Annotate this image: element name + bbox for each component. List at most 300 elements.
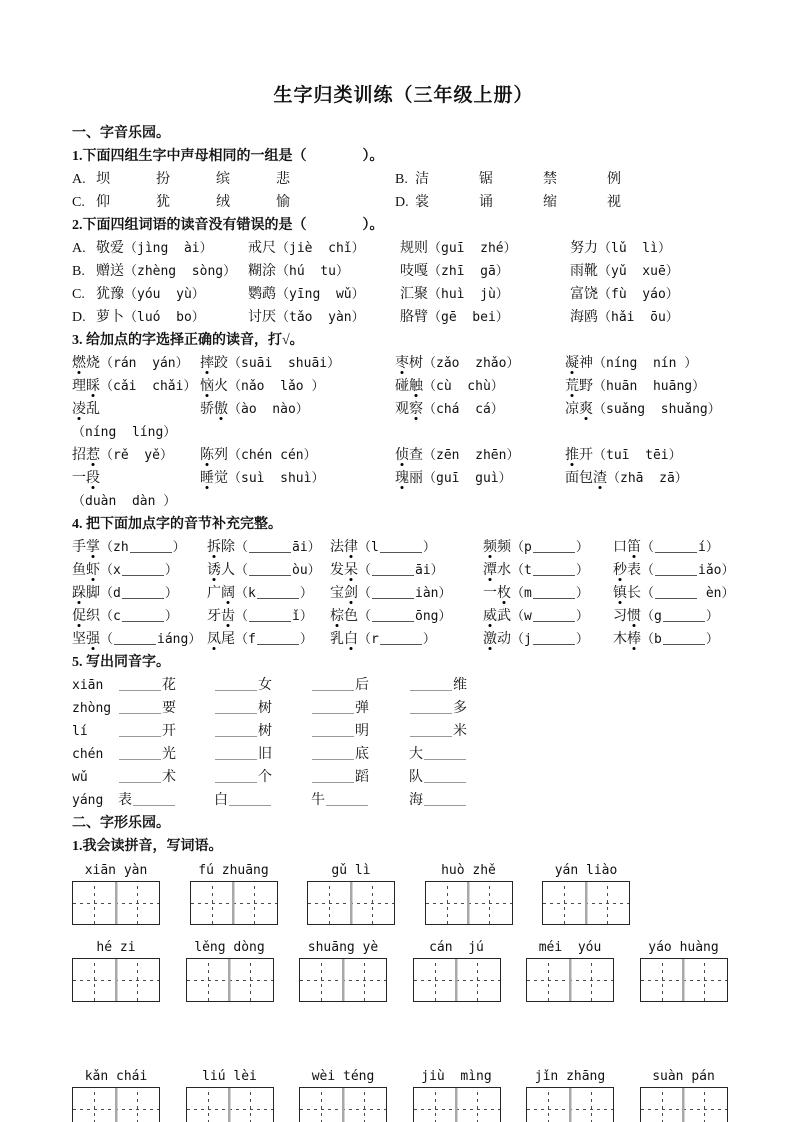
grid-unit — [186, 1068, 274, 1122]
syllable-end: iǎo） — [698, 563, 735, 578]
word-item — [483, 582, 613, 605]
blank-line — [655, 562, 697, 576]
word: 海鸥 — [570, 310, 598, 325]
writing-grid — [526, 1087, 614, 1122]
char: 例 — [607, 172, 621, 187]
blank-line — [410, 677, 452, 691]
pinyin-label: lí — [72, 724, 88, 739]
pinyin-choices: （cǎi chǎi） — [100, 379, 197, 394]
word: 频 — [497, 540, 511, 555]
pinyin-choices: （rán yán） — [100, 356, 189, 371]
word: 织 — [86, 609, 100, 624]
syllable-end: iàn） — [415, 586, 452, 601]
word: 萝卜 — [96, 310, 124, 325]
word: 大 — [409, 747, 423, 762]
dotted-char: 呆 — [344, 563, 358, 578]
blank-line — [372, 608, 414, 622]
grid-row-2 — [72, 939, 735, 1002]
syllable-start: （w — [511, 609, 532, 624]
syllable-start: （ — [235, 563, 249, 578]
word-item — [248, 306, 400, 329]
word-item — [330, 536, 483, 559]
syllable-start: （t — [511, 563, 532, 578]
homophone-cell — [311, 697, 409, 720]
homophone-cell — [409, 674, 735, 697]
blank-line — [119, 700, 161, 714]
syllable-start: （k — [235, 586, 256, 601]
section1-heading: 一、字音乐园。 — [72, 126, 170, 141]
word-item — [483, 559, 613, 582]
word: 个 — [258, 770, 272, 785]
word: 开 — [579, 448, 593, 463]
dotted-char: 棕 — [330, 609, 344, 624]
word-item — [570, 306, 735, 329]
option-label: A. — [72, 241, 86, 256]
pinyin-choices: （huān huāng） — [593, 379, 706, 394]
word-item — [72, 605, 207, 628]
dotted-char: 枚 — [497, 586, 511, 601]
blank-line — [655, 585, 697, 599]
word-item — [565, 398, 735, 444]
char: 诵 — [479, 195, 493, 210]
dotted-char: 剑 — [344, 586, 358, 601]
q5-prompt: 5. 写出同音字。 — [72, 655, 170, 670]
syllable-end: ） — [422, 540, 436, 555]
char: 悲 — [276, 172, 290, 187]
pinyin-label: méi yóu — [538, 940, 602, 955]
word: 明 — [355, 724, 369, 739]
word-item — [72, 283, 248, 306]
homophone-cell — [409, 766, 735, 789]
word: 蹈 — [355, 770, 369, 785]
blank-line — [663, 608, 705, 622]
writing-grid — [640, 958, 728, 1002]
q3-items — [72, 352, 735, 513]
section2-heading: 二、字形乐园。 — [72, 816, 170, 831]
char: 视 — [607, 195, 621, 210]
pinyin-choices: （cù chù） — [423, 379, 504, 394]
syllable-end: ） — [575, 540, 589, 555]
word-item — [400, 306, 570, 329]
blank-line — [424, 769, 466, 783]
word: 鹦鹉 — [248, 287, 276, 302]
blank-line — [326, 792, 368, 806]
syllable-start: （p — [511, 540, 532, 555]
pinyin-label: xiān yàn — [84, 863, 148, 878]
blank-line — [533, 539, 575, 553]
word: 光 — [162, 747, 176, 762]
word: 动 — [497, 632, 511, 647]
q5-rows — [72, 674, 735, 812]
dotted-char: 察 — [409, 402, 423, 417]
dotted-char: 爽 — [579, 402, 593, 417]
grid-unit — [640, 939, 728, 1002]
word-item — [248, 237, 400, 260]
word-item — [200, 398, 395, 444]
q1-option-a — [72, 168, 395, 191]
char: 仰 — [96, 195, 110, 210]
pinyin-label: zhòng — [72, 701, 112, 716]
syllable-start: （ — [358, 586, 372, 601]
blank-line — [312, 700, 354, 714]
syllable-start: （c — [100, 609, 121, 624]
syllable-end: èn） — [698, 586, 735, 601]
word: 表 — [627, 563, 641, 578]
word: 查 — [409, 448, 423, 463]
word: 手 — [72, 540, 86, 555]
word: 面包 — [565, 471, 593, 486]
word-item — [72, 582, 207, 605]
dotted-char: 侦 — [395, 448, 409, 463]
dotted-char: 陈 — [200, 448, 214, 463]
writing-grid — [526, 958, 614, 1002]
dotted-char: 枣 — [395, 356, 409, 371]
word: 人 — [221, 563, 235, 578]
blank-line — [215, 723, 257, 737]
homophone-cell — [409, 720, 735, 743]
dotted-char: 白 — [344, 632, 358, 647]
blank-line — [663, 631, 705, 645]
grid-row-3 — [72, 1068, 735, 1122]
syllable-end: ） — [299, 586, 313, 601]
writing-grid — [186, 1087, 274, 1122]
blank-line — [380, 539, 422, 553]
homophone-cell — [118, 766, 214, 789]
word: 底 — [355, 747, 369, 762]
dotted-char: 棒 — [627, 632, 641, 647]
word: 弹 — [355, 701, 369, 716]
syllable-start: （r — [358, 632, 379, 647]
syllable-end: ōng） — [415, 609, 452, 624]
word: 一 — [483, 586, 497, 601]
word-item — [395, 467, 565, 513]
word: 跤 — [214, 356, 228, 371]
writing-grid — [72, 1087, 160, 1122]
writing-grid — [425, 881, 513, 925]
pinyin-label: huò zhě — [441, 863, 496, 878]
writing-grid — [72, 958, 160, 1002]
syllable-end: āi） — [292, 540, 321, 555]
word: 除 — [221, 540, 235, 555]
syllable-start: （ — [641, 540, 655, 555]
word-item — [330, 559, 483, 582]
word: 敬爱 — [96, 241, 124, 256]
pinyin: （lǔ lì） — [598, 241, 671, 256]
blank-line — [312, 746, 354, 760]
word: 武 — [497, 609, 511, 624]
q4-prompt: 4. 把下面加点字的音节补充完整。 — [72, 517, 282, 532]
blank-line — [130, 539, 172, 553]
pinyin-label: cán jú — [429, 940, 484, 955]
dotted-char: 渣 — [593, 471, 607, 486]
word: 吱嘎 — [400, 264, 428, 279]
pinyin-choices: （nǎo lǎo ） — [228, 379, 325, 394]
homophone-cell — [214, 743, 311, 766]
word-item — [395, 352, 565, 375]
word-item — [207, 628, 330, 651]
pinyin-choices: （rě yě） — [100, 448, 173, 463]
word: 神 — [579, 356, 593, 371]
blank-line — [372, 562, 414, 576]
word-item — [613, 559, 735, 582]
writing-grid — [413, 958, 501, 1002]
word: 树 — [258, 701, 272, 716]
blank-line — [249, 608, 291, 622]
word: 糊涂 — [248, 264, 276, 279]
homophone-cell — [311, 743, 409, 766]
word: 牙 — [207, 609, 221, 624]
pinyin-label: kǎn chái — [84, 1069, 148, 1084]
blank-line — [380, 631, 422, 645]
pinyin-label: shuāng yè — [307, 940, 379, 955]
blank-line — [372, 585, 414, 599]
word: 木 — [613, 632, 627, 647]
word: 观 — [395, 402, 409, 417]
syllable-start: （f — [235, 632, 256, 647]
homophone-cell — [118, 674, 214, 697]
q1-row-cd — [72, 191, 735, 214]
char: 缩 — [543, 195, 557, 210]
word: 习 — [613, 609, 627, 624]
dotted-char: 激 — [483, 632, 497, 647]
word-item — [483, 536, 613, 559]
word-item — [570, 237, 735, 260]
word-item — [248, 260, 400, 283]
blank-line — [424, 746, 466, 760]
writing-grid — [542, 881, 630, 925]
blank-line — [533, 631, 575, 645]
char: 锯 — [479, 172, 493, 187]
grid-unit — [542, 862, 630, 925]
word-item — [200, 375, 395, 398]
pinyin: （yǔ xuē） — [598, 264, 679, 279]
word: 长 — [627, 586, 641, 601]
homophone-cell — [214, 720, 311, 743]
syllable-start: （m — [511, 586, 532, 601]
word-item — [207, 605, 330, 628]
word-item — [400, 283, 570, 306]
pinyin: （tǎo yàn） — [276, 310, 365, 325]
blank-line — [249, 539, 291, 553]
dotted-char: 虾 — [86, 563, 100, 578]
char: 缤 — [216, 172, 230, 187]
dotted-char: 威 — [483, 609, 497, 624]
word: 丽 — [409, 471, 423, 486]
word-item — [72, 398, 200, 444]
syllable-end: ） — [164, 586, 178, 601]
homophone-cell — [311, 720, 409, 743]
pinyin-choices: （zēn zhēn） — [423, 448, 520, 463]
grid-row-1 — [72, 862, 735, 925]
blank-line — [215, 746, 257, 760]
pinyin-choices: （zhā zā） — [607, 471, 688, 486]
homophone-cell — [409, 743, 735, 766]
word: 招 — [72, 448, 86, 463]
pinyin-choices: （tuī tēi） — [593, 448, 682, 463]
syllable-end: ） — [575, 609, 589, 624]
pinyin-label: wǔ — [72, 770, 88, 785]
syllable-start: （x — [100, 563, 121, 578]
blank-line — [119, 769, 161, 783]
pinyin: （huì jù） — [428, 287, 509, 302]
q1-prompt: 1.下面四组生字中声母相同的一组是（ ）。 — [72, 149, 384, 164]
blank-line — [229, 792, 271, 806]
homophone-cell — [214, 697, 311, 720]
option-label: B. — [395, 172, 408, 187]
word-item — [207, 559, 330, 582]
homophone-cell — [311, 789, 409, 812]
word-item — [200, 352, 395, 375]
word-item — [72, 628, 207, 651]
word: 花 — [162, 678, 176, 693]
homophone-cell — [214, 674, 311, 697]
grid-unit — [413, 1068, 501, 1122]
dotted-char: 触 — [409, 379, 423, 394]
blank-line — [215, 677, 257, 691]
syllable-end: ） — [164, 609, 178, 624]
pinyin: （zhèng sòng） — [124, 264, 237, 279]
word: 宝 — [330, 586, 344, 601]
q3-prompt: 3. 给加点的字选择正确的读音，打√。 — [72, 333, 304, 348]
blank-line — [410, 700, 452, 714]
word: 理 — [72, 379, 86, 394]
word: 火 — [214, 379, 228, 394]
syllable-start: （d — [100, 586, 121, 601]
homophone-cell — [118, 743, 214, 766]
q1-option-c — [72, 191, 395, 214]
pinyin-label: yán liào — [554, 863, 618, 878]
syllable-end: ǐ） — [292, 609, 313, 624]
word-item — [483, 628, 613, 651]
blank-line — [119, 723, 161, 737]
word: 努力 — [570, 241, 598, 256]
word-item — [72, 306, 248, 329]
homophone-cell — [409, 789, 735, 812]
syllable-end: ） — [422, 632, 436, 647]
dotted-char: 跺 — [72, 586, 86, 601]
word-item — [72, 260, 248, 283]
word: 色 — [344, 609, 358, 624]
dotted-char: 摔 — [200, 356, 214, 371]
blank-line — [257, 631, 299, 645]
word: 觉 — [214, 471, 228, 486]
grid-unit — [526, 1068, 614, 1122]
pinyin-choices: （níng nín ） — [593, 356, 698, 371]
writing-grids — [72, 862, 735, 1122]
syllable-end: òu） — [292, 563, 321, 578]
char: 绒 — [216, 195, 230, 210]
dotted-char: 笛 — [627, 540, 641, 555]
dotted-char: 凤 — [207, 632, 221, 647]
word: 野 — [579, 379, 593, 394]
word: 树 — [258, 724, 272, 739]
pinyin-choices: （chá cá） — [423, 402, 504, 417]
word-item — [613, 628, 735, 651]
dotted-char: 惯 — [627, 609, 641, 624]
writing-grid — [299, 958, 387, 1002]
syllable-end: ） — [575, 563, 589, 578]
homophone-cell — [311, 674, 409, 697]
q2-options — [72, 237, 735, 329]
blank-line — [424, 792, 466, 806]
homophone-cell — [118, 697, 214, 720]
homophone-cell — [311, 766, 409, 789]
word-item — [72, 559, 207, 582]
word-item — [200, 444, 395, 467]
pinyin-label: jǐn zhāng — [534, 1069, 606, 1084]
syllable-start: （b — [641, 632, 662, 647]
blank-line — [133, 792, 175, 806]
word-item — [395, 375, 565, 398]
pinyin-label: lěng dòng — [194, 940, 265, 955]
word-item — [200, 467, 395, 513]
word: 女 — [258, 678, 272, 693]
syllable-end: í） — [698, 540, 719, 555]
q4-items — [72, 536, 735, 651]
homophone-cell — [214, 789, 311, 812]
blank-line — [215, 700, 257, 714]
dotted-char: 瑰 — [395, 471, 409, 486]
q1-option-d — [395, 195, 671, 210]
pinyin: （hǎi ōu） — [598, 310, 679, 325]
word: 法 — [330, 540, 344, 555]
word-item — [613, 582, 735, 605]
dotted-char: 促 — [72, 609, 86, 624]
word-item — [565, 352, 735, 375]
word: 碰 — [395, 379, 409, 394]
word: 水 — [497, 563, 511, 578]
word: 旧 — [258, 747, 272, 762]
pinyin-label: jiù mìng — [421, 1069, 492, 1084]
pinyin-choices: （suǎng shuǎng） — [593, 402, 721, 417]
char: 禁 — [543, 172, 557, 187]
option-label: D. — [72, 310, 86, 325]
syllable-end: ） — [575, 632, 589, 647]
pinyin-label: yáo huàng — [648, 940, 719, 955]
word-item — [330, 605, 483, 628]
syllable-start: （zh — [100, 540, 129, 555]
option-label: D. — [395, 195, 409, 210]
dotted-char: 恼 — [200, 379, 214, 394]
syllable-end: ） — [705, 632, 719, 647]
word-item — [565, 444, 735, 467]
option-label: B. — [72, 264, 85, 279]
word-item — [400, 260, 570, 283]
grid-unit — [299, 939, 387, 1002]
syllable-end: ） — [575, 586, 589, 601]
blank-line — [410, 723, 452, 737]
word: 术 — [162, 770, 176, 785]
word: 口 — [613, 540, 627, 555]
word-item — [207, 582, 330, 605]
word-item — [565, 375, 735, 398]
pinyin: （hú tu） — [276, 264, 349, 279]
word: 广 — [207, 586, 221, 601]
dotted-char: 拆 — [207, 540, 221, 555]
pinyin-choices: （níng líng） — [72, 425, 177, 440]
pinyin: （zhī gā） — [428, 264, 509, 279]
word: 米 — [453, 724, 467, 739]
dotted-char: 频 — [483, 540, 497, 555]
dotted-char: 掌 — [86, 540, 100, 555]
dotted-char: 镇 — [613, 586, 627, 601]
homophone-cell — [409, 697, 735, 720]
word: 牛 — [311, 793, 325, 808]
q2-prompt: 2.下面四组词语的读音没有错误的是（ ）。 — [72, 218, 384, 233]
word-item — [72, 375, 200, 398]
pinyin: （gē bei） — [428, 310, 509, 325]
char: 愉 — [276, 195, 290, 210]
